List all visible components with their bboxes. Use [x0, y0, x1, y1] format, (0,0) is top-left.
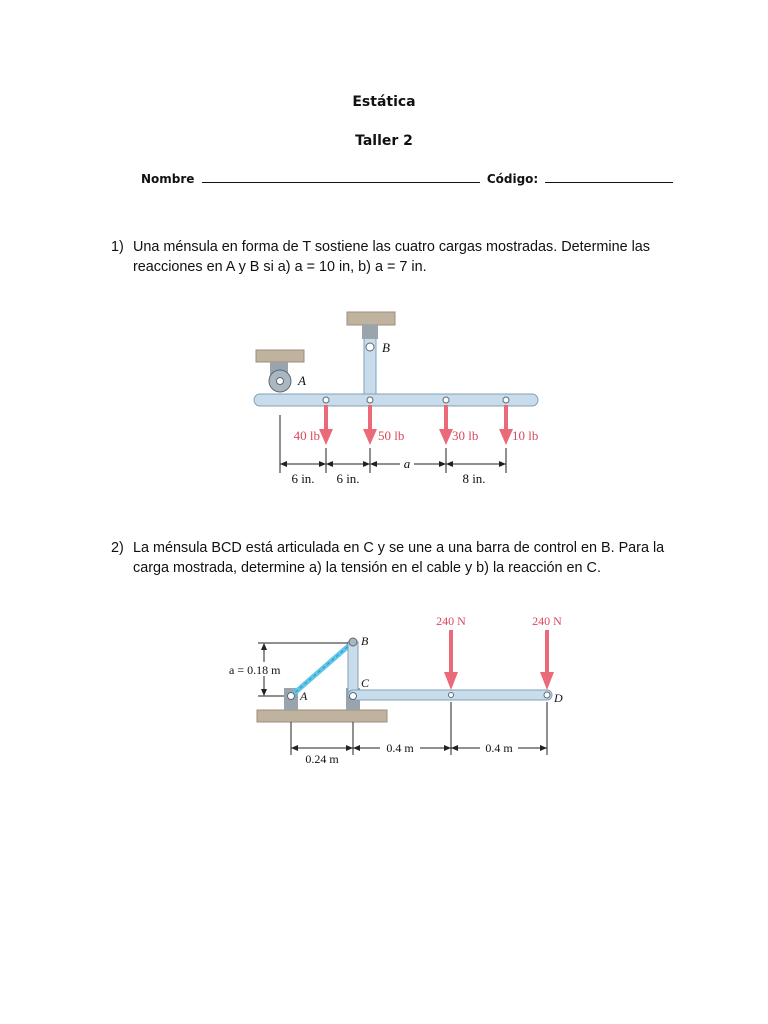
load-point: [367, 397, 373, 403]
name-blank-line: [202, 169, 480, 183]
document-title: Estática: [352, 94, 416, 110]
pin-a-icon: [288, 693, 295, 700]
load-arrow-head: [319, 429, 333, 445]
pin-b-icon: [366, 343, 374, 351]
figure-bcd-bracket: [220, 610, 580, 770]
load-arrow-head: [439, 429, 453, 445]
load-label: 30 lb: [452, 428, 479, 443]
name-label: Nombre: [141, 172, 195, 186]
problem-number: 1): [111, 239, 124, 255]
dimension-label: 0.24 m: [305, 752, 339, 766]
dimension-label: 0.4 m: [485, 741, 513, 755]
load-arrow-head: [499, 429, 513, 445]
pin-d-icon: [544, 692, 550, 698]
point-label-d: D: [554, 691, 563, 705]
load-point: [449, 693, 454, 698]
point-label-a: A: [298, 373, 306, 388]
load-label: 10 lb: [512, 428, 539, 443]
load-arrow-head: [540, 672, 554, 690]
load-label: 40 lb: [293, 428, 320, 443]
point-label-c: C: [361, 676, 370, 690]
load-point: [323, 397, 329, 403]
load-label: 50 lb: [378, 428, 405, 443]
load-label: 240 N: [436, 614, 466, 628]
load-arrow-shaft: [368, 405, 372, 431]
name-code-row: [141, 169, 676, 186]
load-arrow-head: [444, 672, 458, 690]
load-point: [443, 397, 449, 403]
load-arrow-shaft: [545, 630, 549, 674]
code-label: Código:: [486, 172, 539, 186]
figure-t-bracket: [240, 305, 560, 495]
pin-c-icon: [350, 693, 357, 700]
dimension-label: 0.4 m: [386, 741, 414, 755]
load-arrow-head: [363, 429, 377, 445]
load-arrow-shaft: [444, 405, 448, 431]
dimension-label: a = 0.18 m: [229, 663, 281, 677]
load-arrow-shaft: [324, 405, 328, 431]
problem-number: 2): [111, 540, 124, 556]
point-label-a: A: [300, 689, 308, 703]
problem-text: Una ménsula en forma de T sostiene las cuatro cargas mostradas. Determine las reacciones en A y B si a) a = 10 in, b) a = 7 in.: [133, 239, 650, 275]
load-point: [503, 397, 509, 403]
load-arrow-shaft: [449, 630, 453, 674]
document-subtitle: Taller 2: [355, 133, 413, 149]
ceiling-support-a: [256, 350, 304, 362]
dimension-label: 8 in.: [462, 471, 486, 486]
roller-a-pin-icon: [277, 378, 284, 385]
pin-b-icon: [349, 638, 357, 646]
ceiling-support-b: [347, 312, 395, 325]
ground-support: [257, 710, 387, 722]
horizontal-bar: [254, 394, 538, 406]
pin-block-b: [362, 325, 378, 339]
point-label-b: B: [361, 634, 369, 648]
load-arrow-shaft: [504, 405, 508, 431]
dimension-label: 6 in.: [336, 471, 360, 486]
load-label: 240 N: [532, 614, 562, 628]
dimension-label: 6 in.: [291, 471, 315, 486]
dimension-label: a: [403, 456, 411, 471]
code-blank-line: [545, 169, 673, 183]
point-label-b: B: [382, 340, 390, 355]
problem-text: La ménsula BCD está articulada en C y se une a una barra de control en B. Para la carga mostrada, determine a) la tensión en el cable y b) la reacción en C.: [133, 540, 665, 576]
